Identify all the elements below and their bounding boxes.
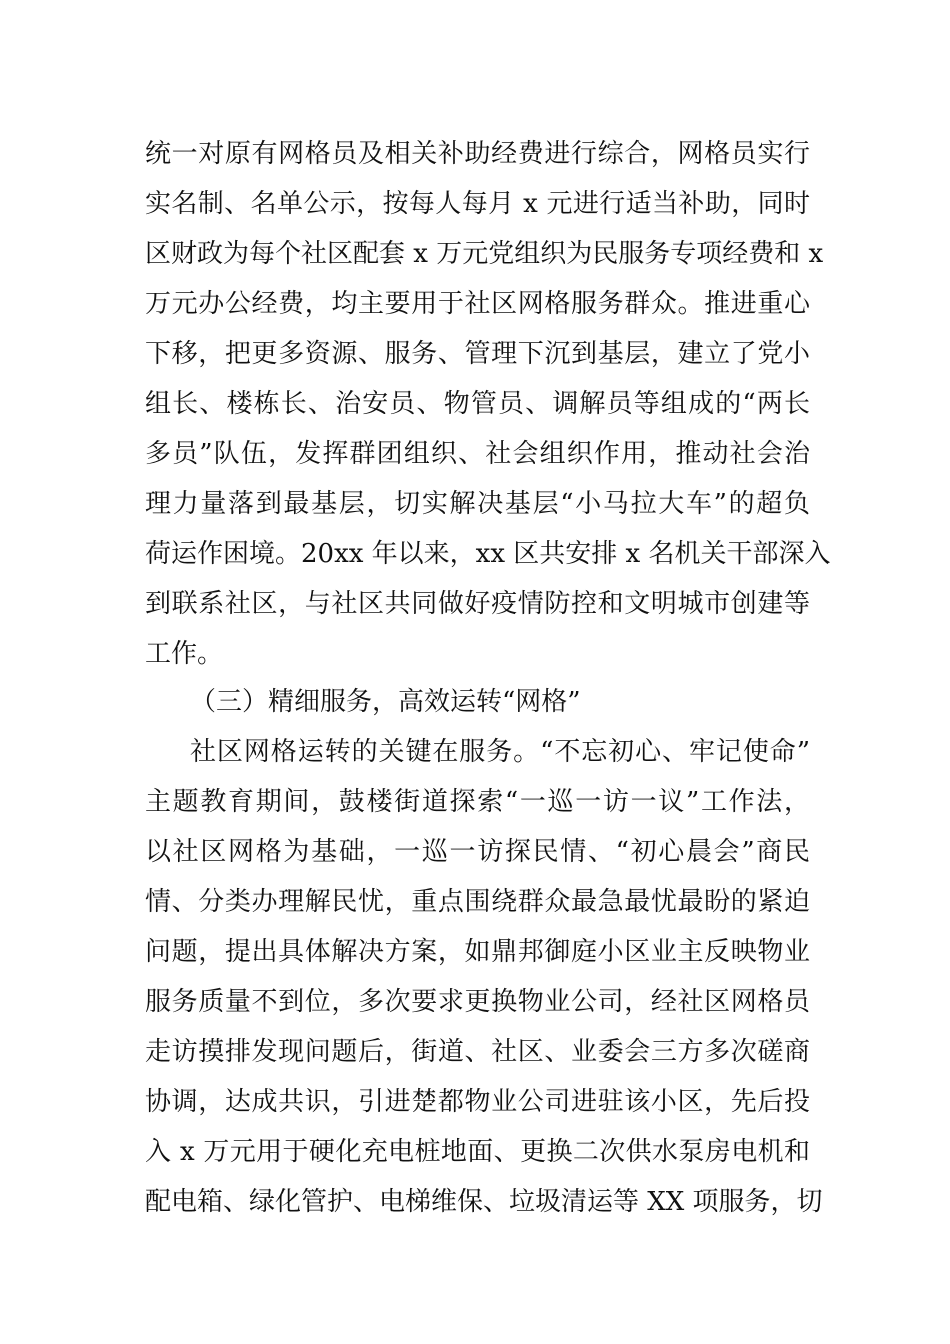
paragraph-line: 实名制、名单公示，按每人每月 x 元进行适当补助，同时 [145,189,810,219]
paragraph-line: 万元办公经费，均主要用于社区网格服务群众。推进重心 [145,289,810,319]
paragraph-line: 协调，达成共识，引进楚都物业公司进驻该小区，先后投 [145,1087,810,1117]
paragraph-line: 到联系社区，与社区共同做好疫情防控和文明城市创建等 [145,589,810,619]
paragraph-line: 理力量落到最基层，切实解决基层“小马拉大车”的超负 [145,489,810,519]
paragraph-line: 问题，提出具体解决方案，如鼎邦御庭小区业主反映物业 [145,937,810,967]
paragraph-line: 多员”队伍，发挥群团组织、社会组织作用，推动社会治 [145,439,810,469]
paragraph-line: 工作。 [145,639,224,669]
paragraph-line: 服务质量不到位，多次要求更换物业公司，经社区网格员 [145,987,810,1017]
paragraph-line: 以社区网格为基础，一巡一访探民情、“初心晨会”商民 [145,837,810,867]
section-heading: （三）精细服务，高效运转“网格” [190,687,581,717]
paragraph-line: 主题教育期间，鼓楼街道探索“一巡一访一议”工作法， [145,787,810,817]
paragraph-line: 配电箱、绿化管护、电梯维保、垃圾清运等 XX 项服务，切 [145,1187,823,1217]
paragraph-line: 统一对原有网格员及相关补助经费进行综合，网格员实行 [145,139,810,169]
paragraph-line: 荷运作困境。20xx 年以来，xx 区共安排 x 名机关干部深入 [145,539,831,569]
paragraph-line: 区财政为每个社区配套 x 万元党组织为民服务专项经费和 x [145,239,824,269]
paragraph-line: 走访摸排发现问题后，街道、社区、业委会三方多次磋商 [145,1037,810,1067]
paragraph-line: 入 x 万元用于硬化充电桩地面、更换二次供水泵房电机和 [145,1137,810,1167]
paragraph-line: 下移，把更多资源、服务、管理下沉到基层，建立了党小 [145,339,810,369]
paragraph-line: 情、分类办理解民忧，重点围绕群众最急最忧最盼的紧迫 [145,887,810,917]
paragraph-line: 组长、楼栋长、治安员、物管员、调解员等组成的“两长 [145,389,810,419]
paragraph-line: 社区网格运转的关键在服务。“不忘初心、牢记使命” [190,737,810,767]
